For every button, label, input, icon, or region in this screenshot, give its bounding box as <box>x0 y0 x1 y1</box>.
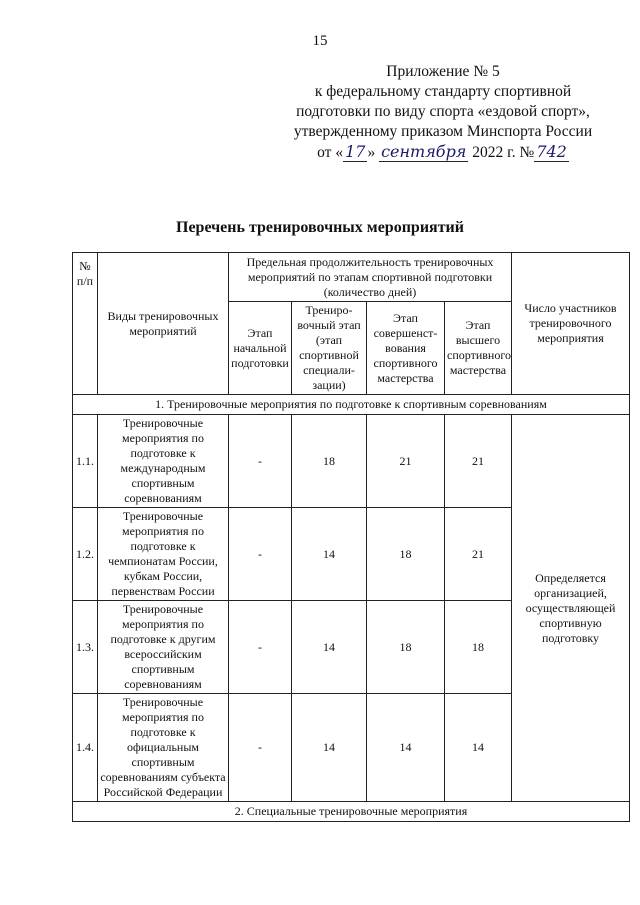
row-value-training: 14 <box>292 508 367 601</box>
header-number: № п/п <box>73 253 98 395</box>
row-number: 1.2. <box>73 508 98 601</box>
document-title: Перечень тренировочных мероприятий <box>176 219 464 236</box>
appendix-block <box>278 62 608 163</box>
row-value-initial: - <box>229 415 292 508</box>
row-label: Тренировочные мероприятия по подготовке к официальным спортивным соревнованиям субъекта Российской Федерации <box>98 694 229 802</box>
date-mid: » <box>367 144 376 161</box>
row-value-improvement: 18 <box>367 601 445 694</box>
header-participants: Число участников тренировочного мероприятия <box>512 253 630 395</box>
training-events-table <box>72 252 630 822</box>
row-value-improvement: 21 <box>367 415 445 508</box>
date-year: 2022 г. № <box>472 144 535 161</box>
header-stage-initial: Этап начальной подготовки <box>229 302 292 395</box>
row-label: Тренировочные мероприятия по подготовке к другим всероссийским спортивным соревнованиям <box>98 601 229 694</box>
appendix-date-line <box>278 142 608 163</box>
header-event-type: Виды тренировочных мероприятий <box>98 253 229 395</box>
row-value-training: 14 <box>292 601 367 694</box>
row-value-higher: 21 <box>445 508 512 601</box>
appendix-line-3: подготовки по виду спорта «ездовой спорт», <box>296 103 590 120</box>
date-month: сентября <box>381 142 467 161</box>
row-value-initial: - <box>229 601 292 694</box>
header-stage-higher: Этап высшего спортивного мастерства <box>445 302 512 395</box>
date-prefix: от « <box>317 144 344 161</box>
row-number: 1.3. <box>73 601 98 694</box>
header-stage-training: Трениро-вочный этап (этап спортивной специали-зации) <box>292 302 367 395</box>
row-label: Тренировочные мероприятия по подготовке к международным спортивным соревнованиям <box>98 415 229 508</box>
row-label: Тренировочные мероприятия по подготовке к чемпионатам России, кубкам России, первенствам России <box>98 508 229 601</box>
row-value-improvement: 14 <box>367 694 445 802</box>
date-day: 17 <box>345 142 366 161</box>
row-value-training: 14 <box>292 694 367 802</box>
appendix-line-1: Приложение № 5 <box>386 63 500 80</box>
row-value-higher: 14 <box>445 694 512 802</box>
header-duration: Предельная продолжительность тренировочных мероприятий по этапам спортивной подготовки (количество дней) <box>229 253 512 302</box>
row-value-higher: 21 <box>445 415 512 508</box>
row-value-initial: - <box>229 694 292 802</box>
row-value-improvement: 18 <box>367 508 445 601</box>
row-value-initial: - <box>229 508 292 601</box>
order-number: 742 <box>536 142 567 161</box>
appendix-line-2: к федеральному стандарту спортивной <box>314 83 572 100</box>
row-value-higher: 18 <box>445 601 512 694</box>
row-value-training: 18 <box>292 415 367 508</box>
row-number: 1.1. <box>73 415 98 508</box>
page-number: 15 <box>312 33 328 49</box>
participants-value: Определяется организацией, осуществляющей спортивную подготовку <box>512 415 630 802</box>
section-2-heading: 2. Специальные тренировочные мероприятия <box>73 802 630 822</box>
section-1-heading: 1. Тренировочные мероприятия по подготовке к спортивным соревнованиям <box>73 395 630 415</box>
appendix-line-4: утвержденному приказом Минспорта России <box>293 123 593 140</box>
row-number: 1.4. <box>73 694 98 802</box>
header-stage-improvement: Этап совершенст-вования спортивного мастерства <box>367 302 445 395</box>
